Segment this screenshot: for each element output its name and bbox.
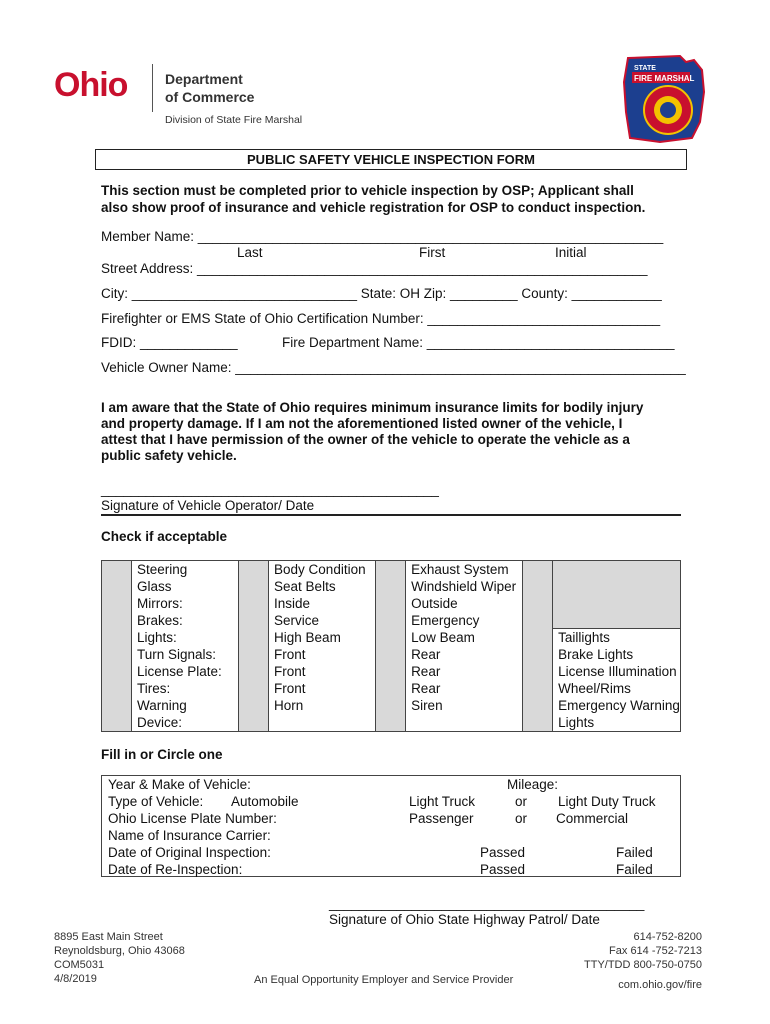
vehicle-type-label: Type of Vehicle: — [108, 794, 204, 809]
equal-opportunity-statement: An Equal Opportunity Employer and Service Provider — [254, 974, 514, 986]
intro-line-2: also show proof of insurance and vehicle registration for OSP to conduct inspection. — [101, 200, 646, 215]
checklist-item: Device: — [137, 715, 183, 730]
member-name-first-label: First — [419, 245, 446, 260]
checklist-item: Front — [274, 664, 306, 679]
checklist-item: Outside — [411, 596, 458, 611]
check-heading: Check if acceptable — [101, 529, 228, 544]
type-light-truck-option[interactable]: Light Truck — [409, 794, 476, 809]
awareness-line-3: attest that I have permission of the owner of the vehicle to operate the vehicle as a — [101, 432, 630, 447]
form-number: COM5031 — [54, 959, 105, 971]
certification-number-field[interactable]: Firefighter or EMS State of Ohio Certification Number: _______________________________ — [101, 311, 661, 326]
checklist-item: Wheel/Rims — [558, 681, 631, 696]
member-name-initial-label: Initial — [555, 245, 587, 260]
checklist-item: Service — [274, 613, 320, 628]
checklist-item: High Beam — [274, 630, 341, 645]
patrol-signature-label: Signature of Ohio State Highway Patrol/ Date — [329, 912, 600, 927]
checklist-column-2 — [269, 561, 376, 732]
checkbox[interactable] — [523, 561, 553, 732]
license-plate-field[interactable]: Ohio License Plate Number: — [108, 811, 277, 826]
department-line-1: Department — [165, 71, 243, 87]
operator-signature-label: Signature of Vehicle Operator/ Date — [101, 498, 315, 513]
checklist-item: Rear — [411, 664, 441, 679]
checklist-item: Taillights — [558, 630, 610, 645]
checklist-item: Lights: — [137, 630, 177, 645]
type-automobile-option[interactable]: Automobile — [231, 794, 299, 809]
phone-number: 614-752-8200 — [633, 931, 702, 943]
division-name: Division of State Fire Marshal — [165, 114, 303, 126]
checklist-column-1 — [132, 561, 239, 732]
awareness-line-1: I am aware that the State of Ohio requires minimum insurance limits for bodily injury — [101, 400, 644, 415]
checklist-item: Glass — [137, 579, 172, 594]
fire-department-name-field[interactable]: Fire Department Name: _________________________________ — [282, 335, 675, 350]
original-inspection-date-field[interactable]: Date of Original Inspection: — [108, 845, 271, 860]
checklist-item: Front — [274, 647, 306, 662]
fdid-field[interactable]: FDID: _____________ — [101, 335, 238, 350]
checklist-item: Seat Belts — [274, 579, 336, 594]
ohio-logo: Ohio — [54, 66, 128, 104]
fill-heading: Fill in or Circle one — [101, 747, 223, 762]
fire-marshal-seal-icon — [620, 52, 710, 144]
checklist-item: Brake Lights — [558, 647, 634, 662]
checklist-item: Inside — [274, 596, 311, 611]
original-passed-option[interactable]: Passed — [480, 845, 526, 860]
website-link[interactable]: com.ohio.gov/fire — [618, 979, 702, 991]
city-state-zip-county-field[interactable]: City: ______________________________ State: OH Zip: _________ County: ____________ — [101, 286, 662, 301]
tty-number: TTY/TDD 800-750-0750 — [584, 959, 702, 971]
commercial-option[interactable]: Commercial — [556, 811, 629, 826]
intro-line-1: This section must be completed prior to vehicle inspection by OSP; Applicant shall — [101, 183, 634, 198]
street-address-field[interactable]: Street Address: ____________________________________________________________ — [101, 261, 648, 276]
shaded-blank-cell — [553, 561, 680, 629]
patrol-signature-line[interactable]: __________________________________________ — [329, 896, 645, 911]
checklist-item: Turn Signals: — [137, 647, 217, 662]
awareness-line-4: public safety vehicle. — [101, 448, 237, 463]
checklist-item: Brakes: — [137, 613, 183, 628]
checklist-item: Exhaust System — [411, 562, 509, 577]
type-light-duty-truck-option[interactable]: Light Duty Truck — [558, 794, 656, 809]
year-make-field[interactable]: Year & Make of Vehicle: — [108, 777, 251, 792]
reinspection-failed-option[interactable]: Failed — [616, 862, 653, 877]
checkbox[interactable] — [102, 561, 132, 732]
checklist-item: Rear — [411, 647, 441, 662]
checklist-item: Front — [274, 681, 306, 696]
inspection-checklist-table — [101, 560, 681, 732]
seal-text-main: FIRE MARSHAL — [634, 74, 695, 83]
checklist-item: License Illumination — [558, 664, 677, 679]
vehicle-owner-name-field[interactable]: Vehicle Owner Name: ____________________________________________________________ — [101, 360, 686, 375]
checklist-item: Tires: — [137, 681, 171, 696]
address-line-1: 8895 East Main Street — [54, 931, 163, 943]
member-name-field[interactable]: Member Name: ______________________________________________________________ — [101, 229, 664, 244]
form-title: PUBLIC SAFETY VEHICLE INSPECTION FORM — [95, 149, 687, 170]
checklist-item: Body Condition — [274, 562, 366, 577]
checklist-item: Low Beam — [411, 630, 475, 645]
original-failed-option[interactable]: Failed — [616, 845, 653, 860]
checklist-item: Lights — [558, 715, 595, 730]
form-date: 4/8/2019 — [54, 973, 97, 985]
checklist-item: Mirrors: — [137, 596, 183, 611]
checkbox[interactable] — [239, 561, 269, 732]
mileage-field[interactable]: Mileage: — [507, 777, 559, 792]
member-name-last-label: Last — [237, 245, 263, 260]
or-separator: or — [515, 811, 528, 826]
checklist-item: Siren — [411, 698, 443, 713]
reinspection-date-field[interactable]: Date of Re-Inspection: — [108, 862, 243, 877]
checklist-item: Emergency — [411, 613, 480, 628]
checklist-column-4 — [553, 561, 681, 732]
checklist-item: License Plate: — [137, 664, 222, 679]
logo-divider — [152, 64, 153, 112]
checklist-item: Rear — [411, 681, 441, 696]
checklist-item: Horn — [274, 698, 304, 713]
checkbox[interactable] — [376, 561, 406, 732]
reinspection-passed-option[interactable]: Passed — [480, 862, 526, 877]
department-name — [165, 70, 254, 106]
insurance-carrier-field[interactable]: Name of Insurance Carrier: — [108, 828, 271, 843]
checklist-item: Warning — [137, 698, 187, 713]
department-line-2: of Commerce — [165, 89, 255, 105]
checklist-item: Emergency Warning — [558, 698, 680, 713]
fax-number: Fax 614 -752-7213 — [609, 945, 702, 957]
checklist-item: Windshield Wiper — [411, 579, 517, 594]
section-divider — [101, 514, 681, 516]
address-line-2: Reynoldsburg, Ohio 43068 — [54, 945, 185, 957]
awareness-line-2: and property damage. If I am not the aforementioned listed owner of the vehicle, I — [101, 416, 623, 431]
passenger-option[interactable]: Passenger — [409, 811, 474, 826]
checklist-item: Steering — [137, 562, 188, 577]
or-separator: or — [515, 794, 528, 809]
footer-address — [54, 930, 185, 986]
checklist-column-3 — [406, 561, 523, 732]
operator-signature-line[interactable]: _____________________________________________ — [101, 482, 439, 497]
footer-contact — [584, 930, 702, 992]
seal-text-top: STATE — [634, 65, 656, 72]
